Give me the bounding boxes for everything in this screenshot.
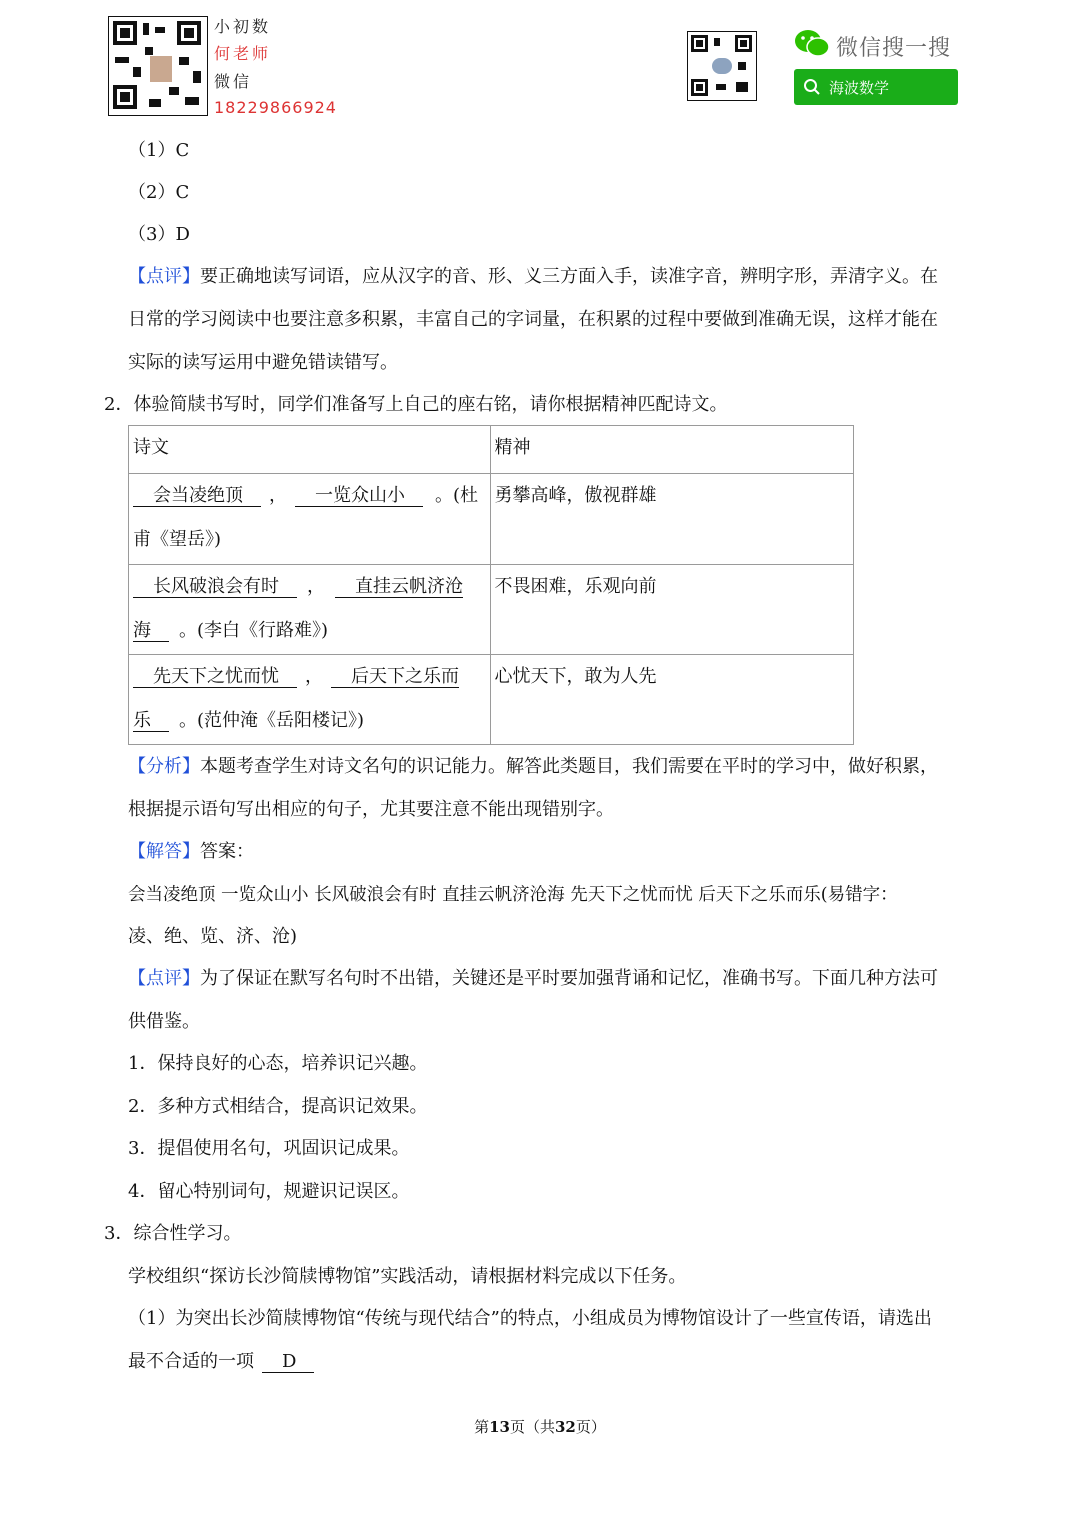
table-row (129, 474, 854, 565)
comment1-line-2: 日常的学习阅读中也要注意多积累，丰富自己的字词量，在积累的过程中要做到准确无误，这样才能在 (128, 309, 938, 330)
footer-mid: 页（共 (509, 1418, 555, 1436)
page-total: 32 (555, 1418, 576, 1436)
header-line-2: 何老师 (214, 44, 272, 63)
qr-code-right (687, 31, 757, 101)
wechat-search-label: 海波数学 (829, 79, 890, 97)
search-icon (803, 78, 821, 96)
fill-blank: 直挂云帆济沧 (335, 577, 463, 598)
fill-blank: 先天下之忧而忧 (133, 667, 297, 688)
sub1-answer-blank: D (262, 1352, 314, 1373)
answer-3: （3）D (128, 224, 190, 245)
question-3-stem: 3．综合性学习。 (104, 1223, 242, 1244)
analysis-line-2: 根据提示语句写出相应的句子，尤其要注意不能出现错别字。 (128, 799, 614, 820)
separator: ， (307, 576, 325, 597)
page-number: 13 (489, 1418, 510, 1436)
answer-1: （1）C (128, 140, 190, 161)
answer-2: （2）C (128, 182, 190, 203)
source-tail: 。(杜 (435, 485, 479, 506)
method-1: 1．保持良好的心态，培养识记兴趣。 (128, 1053, 428, 1074)
table-row (129, 565, 854, 655)
table-header-spirit: 精神 (490, 426, 853, 474)
separator: ， (305, 666, 323, 687)
source-tail-2: 甫《望岳》) (133, 529, 222, 550)
comment-tag: 【点评】 (128, 968, 200, 989)
answer-label: 答案： (200, 841, 254, 862)
comment-text: 为了保证在默写名句时不出错，关键还是平时要加强背诵和记忆，准确书写。下面几种方法可 (200, 968, 938, 989)
question-3-sub1-line-2 (128, 1351, 314, 1373)
analysis-text: 本题考查学生对诗文名句的识记能力。解答此类题目，我们需要在平时的学习中，做好积累， (200, 756, 938, 777)
fill-blank: 会当凌绝顶 (133, 486, 261, 507)
answer-line-1: 会当凌绝顶 一览众山小 长风破浪会有时 直挂云帆济沧海 先天下之忧而忧 后天下之乐而乐(易错字： (128, 885, 898, 905)
table-row (129, 655, 854, 745)
wechat-icon (794, 28, 830, 60)
poem-cell (129, 655, 491, 745)
spirit-cell: 心忧天下，敢为人先 (490, 655, 853, 745)
comment2-line-2: 供借鉴。 (128, 1011, 200, 1032)
answer-tag: 【解答】 (128, 841, 200, 862)
question-2-stem: 2．体验简牍书写时，同学们准备写上自己的座右铭，请你根据精神匹配诗文。 (104, 394, 728, 415)
header-phone: 18229866924 (214, 98, 337, 117)
fill-blank: 一览众山小 (295, 486, 423, 507)
table-header-row (129, 426, 854, 474)
comment-tag: 【点评】 (128, 266, 200, 287)
footer-suffix: 页） (575, 1418, 606, 1436)
comment2-line-1 (128, 968, 938, 990)
sub1-prompt: 最不合适的一项 (128, 1351, 254, 1372)
question-3-intro: 学校组织“探访长沙简牍博物馆”实践活动，请根据材料完成以下任务。 (128, 1266, 687, 1287)
answer-heading (128, 841, 254, 863)
header-line-1: 小初数 (214, 17, 272, 36)
question-3-sub1-line-1: （1）为突出长沙简牍博物馆“传统与现代结合”的特点，小组成员为博物馆设计了一些宣传语，请选出 (128, 1308, 932, 1329)
analysis-tag: 【分析】 (128, 756, 200, 777)
analysis-line-1 (128, 756, 938, 778)
comment1-line-1 (128, 266, 938, 288)
method-4: 4．留心特别词句，规避识记误区。 (128, 1181, 410, 1202)
fill-blank: 长风破浪会有时 (133, 577, 297, 598)
wechat-search-button[interactable] (794, 69, 958, 105)
method-2: 2．多种方式相结合，提高识记效果。 (128, 1096, 428, 1117)
fill-blank: 后天下之乐而 (331, 667, 459, 688)
qr-code-left (108, 16, 208, 116)
poem-table (128, 425, 854, 745)
source-tail-2: 。(范仲淹《岳阳楼记》) (179, 710, 365, 731)
comment1-line-3: 实际的读写运用中避免错读错写。 (128, 352, 398, 373)
fill-blank-cont: 海 (133, 621, 169, 642)
poem-cell (129, 474, 491, 565)
method-3: 3．提倡使用名句，巩固识记成果。 (128, 1138, 410, 1159)
footer-prefix: 第 (474, 1418, 490, 1436)
answer-line-2: 凌、绝、览、济、沧) (128, 926, 298, 947)
spirit-cell: 勇攀高峰，傲视群雄 (490, 474, 853, 565)
spirit-cell: 不畏困难，乐观向前 (490, 565, 853, 655)
header-line-3: 微信 (214, 72, 253, 91)
comment-text: 要正确地读写词语，应从汉字的音、形、义三方面入手，读准字音，辨明字形，弄清字义。在 (200, 266, 938, 287)
poem-cell (129, 565, 491, 655)
wechat-search-title: 微信搜一搜 (836, 36, 952, 61)
page-footer (0, 1416, 1080, 1437)
separator: ， (269, 485, 287, 506)
avatar (149, 55, 173, 83)
table-header-poem: 诗文 (129, 426, 491, 474)
fill-blank-cont: 乐 (133, 711, 169, 732)
source-tail-2: 。(李白《行路难》) (179, 620, 329, 641)
